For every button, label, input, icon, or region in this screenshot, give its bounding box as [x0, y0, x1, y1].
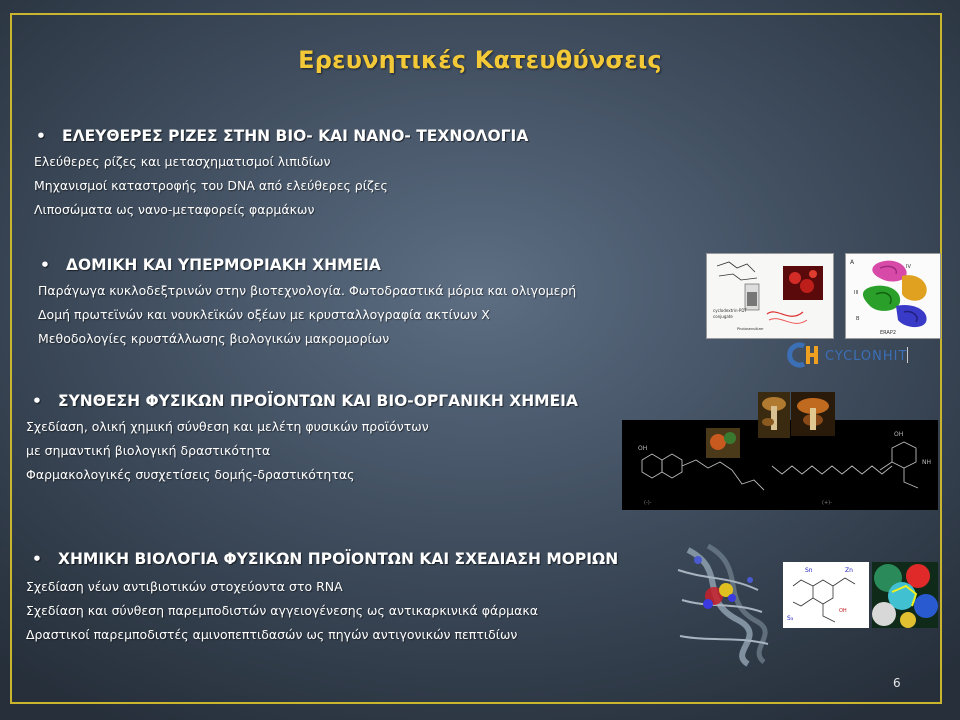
svg-text:IV: IV — [906, 264, 911, 270]
bullet-icon: • — [40, 256, 50, 274]
svg-text:Zn: Zn — [845, 567, 853, 574]
section-heading: • ΕΛΕΥΘΕΡΕΣ ΡΙΖΕΣ ΣΤΗΝ ΒΙΟ- ΚΑΙ ΝΑΝΟ- ΤΕΧΝΟΛΟΓΙΑ — [36, 127, 529, 145]
bullet-icon: • — [36, 127, 46, 145]
svg-text:Sn: Sn — [805, 567, 813, 574]
section-heading: • ΔΟΜΙΚΗ ΚΑΙ ΥΠΕΡΜΟΡΙΑΚΗ ΧΗΜΕΙΑ — [40, 256, 381, 274]
protein-surface-figure — [872, 562, 938, 628]
list-item: Λιποσώματα ως νανο-μεταφορείς φαρμάκων — [34, 202, 315, 217]
list-item: Σχεδίαση, ολική χημική σύνθεση και μελέτη φυσικών προϊόντων — [26, 419, 429, 434]
svg-text:OH: OH — [894, 431, 904, 438]
list-item: Παράγωγα κυκλοδεξτρινών στην βιοτεχνολογία. Φωτοδραστικά μόρια και ολιγομερή — [38, 283, 577, 298]
svg-text:ERAP2: ERAP2 — [880, 330, 897, 336]
svg-text:NH: NH — [922, 459, 931, 466]
svg-text:cyclodextrin-PDT: cyclodextrin-PDT — [713, 308, 747, 313]
svg-text:III: III — [854, 290, 859, 296]
bullet-icon: • — [32, 392, 42, 410]
cyclodextrin-figure — [706, 253, 834, 339]
inhibitor-structure-figure — [783, 562, 869, 628]
bullet-icon: • — [32, 550, 42, 568]
svg-text:OH: OH — [638, 445, 648, 452]
section-free-radicals — [36, 127, 528, 222]
section-structural-chemistry — [40, 256, 576, 351]
fungus-photo — [791, 392, 835, 436]
svg-text:conjugate: conjugate — [713, 314, 733, 319]
list-item: Δομή πρωτεϊνών και νουκλεϊκών οξέων με κρυσταλλογραφία ακτίνων Χ — [38, 307, 490, 322]
section-heading: • ΧΗΜΙΚΗ ΒΙΟΛΟΓΙΑ ΦΥΣΙΚΩΝ ΠΡΟΪΟΝΤΩΝ ΚΑΙ ΣΧΕΔΙΑΣΗ ΜΟΡΙΩΝ — [32, 546, 652, 573]
list-item: Σχεδίαση και σύνθεση παρεμποδιστών αγγειογένεσης ως αντικαρκινικά φάρμακα — [26, 603, 538, 618]
list-item: Δραστικοί παρεμποδιστές αμινοπεπτιδασών ως πηγών αντιγονικών πεπτιδίων — [26, 627, 518, 642]
section-heading: • ΣΥΝΘΕΣΗ ΦΥΣΙΚΩΝ ΠΡΟΪΟΝΤΩΝ ΚΑΙ ΒΙΟ-ΟΡΓΑΝΙΚΗ ΧΗΜΕΙΑ — [32, 392, 578, 410]
logo-text: CYCLONHIT — [825, 349, 908, 364]
svg-text:A: A — [850, 259, 855, 266]
svg-text:(+)-: (+)- — [822, 500, 832, 506]
page-number: 6 — [893, 676, 901, 690]
list-item: Σχεδίαση νέων αντιβιοτικών στοχεύοντα στο RNA — [26, 579, 343, 594]
svg-text:OH: OH — [839, 608, 847, 614]
svg-text:B: B — [856, 316, 860, 322]
rna-complex-figure — [668, 540, 780, 668]
list-item: με σημαντική βιολογική δραστικότητα — [26, 443, 271, 458]
list-item: Μεθοδολογίες κρυστάλλωσης βιολογικών μακρομορίων — [38, 331, 390, 346]
erap2-structure-figure — [845, 253, 941, 339]
svg-text:(-)-: (-)- — [644, 500, 652, 506]
list-item: Φαρμακολογικές συσχετίσεις δομής-δραστικότητας — [26, 467, 355, 482]
section-natural-products-synthesis — [26, 392, 578, 487]
slide-title: Ερευνητικές Κατευθύνσεις — [298, 46, 662, 74]
cyclonhit-logo — [782, 341, 940, 369]
list-item: Μηχανισμοί καταστροφής του DNA από ελεύθερες ρίζες — [34, 178, 388, 193]
mushroom-photo — [758, 392, 790, 438]
list-item: Ελεύθερες ρίζες και μετασχηματισμοί λιπιδίων — [34, 154, 331, 169]
svg-text:Photosensitizer: Photosensitizer — [737, 327, 764, 331]
section-chemical-biology — [26, 546, 652, 647]
svg-text:S₃: S₃ — [787, 615, 794, 622]
